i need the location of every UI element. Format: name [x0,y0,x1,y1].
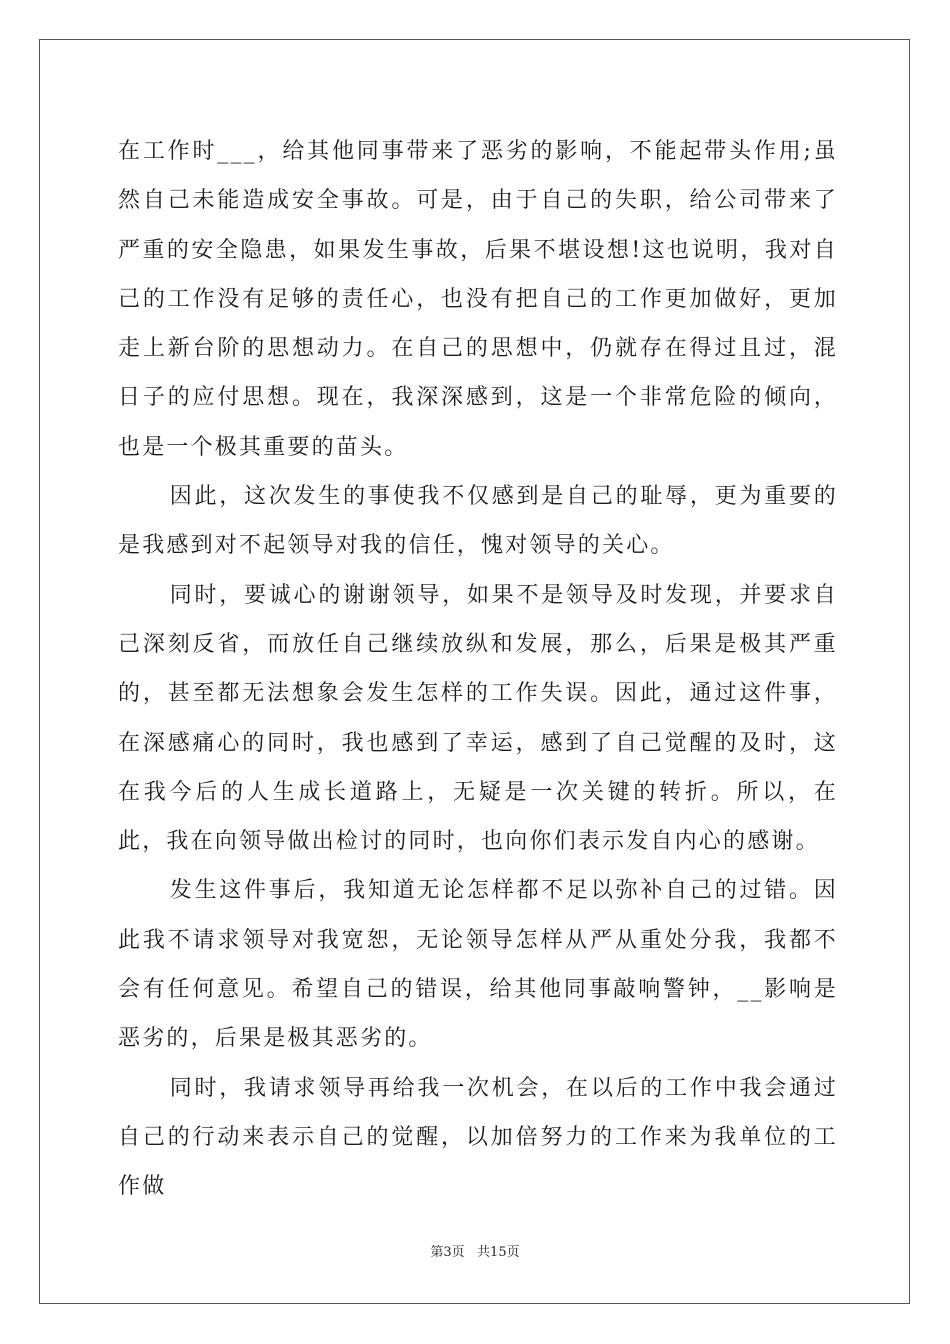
paragraph-5: 同时，我请求领导再给我一次机会，在以后的工作中我会通过自己的行动来表示自己的觉醒，以加倍努力的工作来为我单位的工作做 [118,1075,838,1200]
document-body [118,127,838,1212]
paragraph-3: 同时，要诚心的谢谢领导，如果不是领导及时发现，并要求自己深刻反省，而放任自己继续放纵和发展，那么，后果是极其严重的，甚至都无法想象会发生怎样的工作失误。因此，通过这件事，在深感痛心的同时，我也感到了幸运，感到了自己觉醒的及时，这在我今后的人生成长道路上，无疑是一次关键的转折。所以，在此，我在向领导做出检讨的同时，也向你们表示发自内心的感谢。 [118,582,838,855]
paragraph-1: 在工作时___，给其他同事带来了恶劣的影响，不能起带头作用;虽然自己未能造成安全事故。可是，由于自己的失职，给公司带来了严重的安全隐患，如果发生事故，后果不堪设想!这也说明，我对自己的工作没有足够的责任心，也没有把自己的工作更加做好，更加走上新台阶的思想动力。在自己的思想中，仍就存在得过且过，混日子的应付思想。现在，我深深感到，这是一个非常危险的倾向，也是一个极其重要的苗头。 [118,139,838,460]
paragraph-2: 因此，这次发生的事使我不仅感到是自己的耻辱，更为重要的是我感到对不起领导对我的信任，愧对领导的关心。 [118,484,838,559]
page-number: 第3页 共15页 [430,1245,520,1260]
paragraph-4: 发生这件事后，我知道无论怎样都不足以弥补自己的过错。因此我不请求领导对我宽恕，无论领导怎样从严从重处分我，我都不会有任何意见。希望自己的错误，给其他同事敲响警钟，__影响是恶劣的，后果是极其恶劣的。 [118,878,838,1052]
